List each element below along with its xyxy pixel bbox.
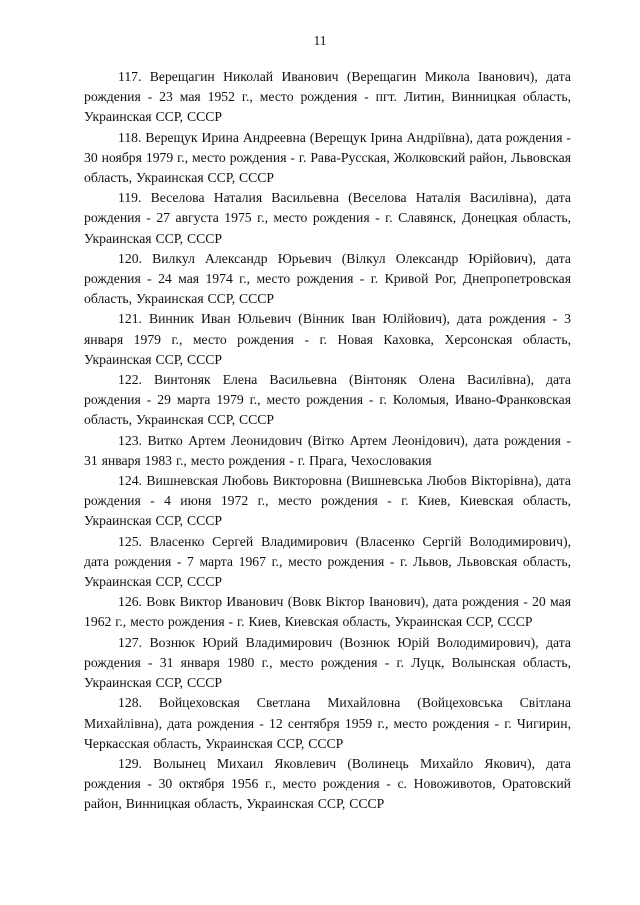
list-item: 122. Винтоняк Елена Васильевна (Вінтоняк Олена Василівна), дата рождения - 29 марта 1979 г., место рождения - г. Коломыя, Ивано-Франковская область, Украинская ССР, СССР (84, 372, 571, 428)
list-item: 126. Вовк Виктор Иванович (Вовк Віктор Іванович), дата рождения - 20 мая 1962 г., место рождения - г. Киев, Киевская область, Украинская ССР, СССР (84, 594, 571, 630)
page-number: 11 (313, 33, 327, 48)
list-item: 120. Вилкул Александр Юрьевич (Вілкул Олександр Юрійович), дата рождения - 24 мая 1974 г., место рождения - г. Кривой Рог, Днепропетровская область, Украинская ССР, СССР (84, 250, 571, 307)
list-item: 118. Верещук Ирина Андреевна (Верещук Ірина Андріївна), дата рождения - 30 ноября 1979 г., место рождения - г. Рава-Русская, Жолковский район, Львовская область, Украинская ССР, СССР (84, 129, 571, 186)
list-item: 128. Войцеховская Светлана Михайловна (Войцеховська Світлана Михайлівна), дата рождения - 12 сентября 1959 г., место рождения - г. Чигирин, Черкасская область, Украинская ССР, СССР (84, 695, 571, 751)
list-item: 129. Волынец Михаил Яковлевич (Волинець Михайло Якович), дата рождения - 30 октября 1956 г., место рождения - с. Новоживотов, Оратовский район, Винницкая область, Украинская ССР, СССР (84, 755, 571, 812)
list-item: 117. Верещагин Николай Иванович (Верещагин Микола Іванович), дата рождения - 23 мая 1952 г., место рождения - пгт. Литин, Винницкая область, Украинская ССР, СССР (84, 69, 571, 125)
list-item: 121. Винник Иван Юльевич (Вінник Іван Юлійович), дата рождения - 3 января 1979 г., место рождения - г. Новая Каховка, Херсонская область, Украинская ССР, СССР (84, 311, 571, 367)
list-item: 124. Вишневская Любовь Викторовна (Вишневська Любов Вікторівна), дата рождения - 4 июня 1972 г., место рождения - г. Киев, Киевская область, Украинская ССР, СССР (84, 473, 571, 529)
list-item: 123. Витко Артем Леонидович (Вітко Артем Леонідович), дата рождения - 31 января 1983 г., место рождения - г. Прага, Чехословакия (84, 432, 571, 468)
entry-list (84, 67, 571, 815)
list-item: 125. Власенко Сергей Владимирович (Власенко Сергій Володимирович), дата рождения - 7 марта 1967 г., место рождения - г. Львов, Львовская область, Украинская ССР, СССР (84, 533, 571, 590)
list-item: 119. Веселова Наталия Васильевна (Веселова Наталія Василівна), дата рождения - 27 августа 1975 г., место рождения - г. Славянск, Донецкая область, Украинская ССР, СССР (84, 190, 571, 246)
list-item: 127. Вознюк Юрий Владимирович (Вознюк Юрій Володимирович), дата рождения - 31 января 1980 г., место рождения - г. Луцк, Волынская область, Украинская ССР, СССР (84, 634, 571, 691)
